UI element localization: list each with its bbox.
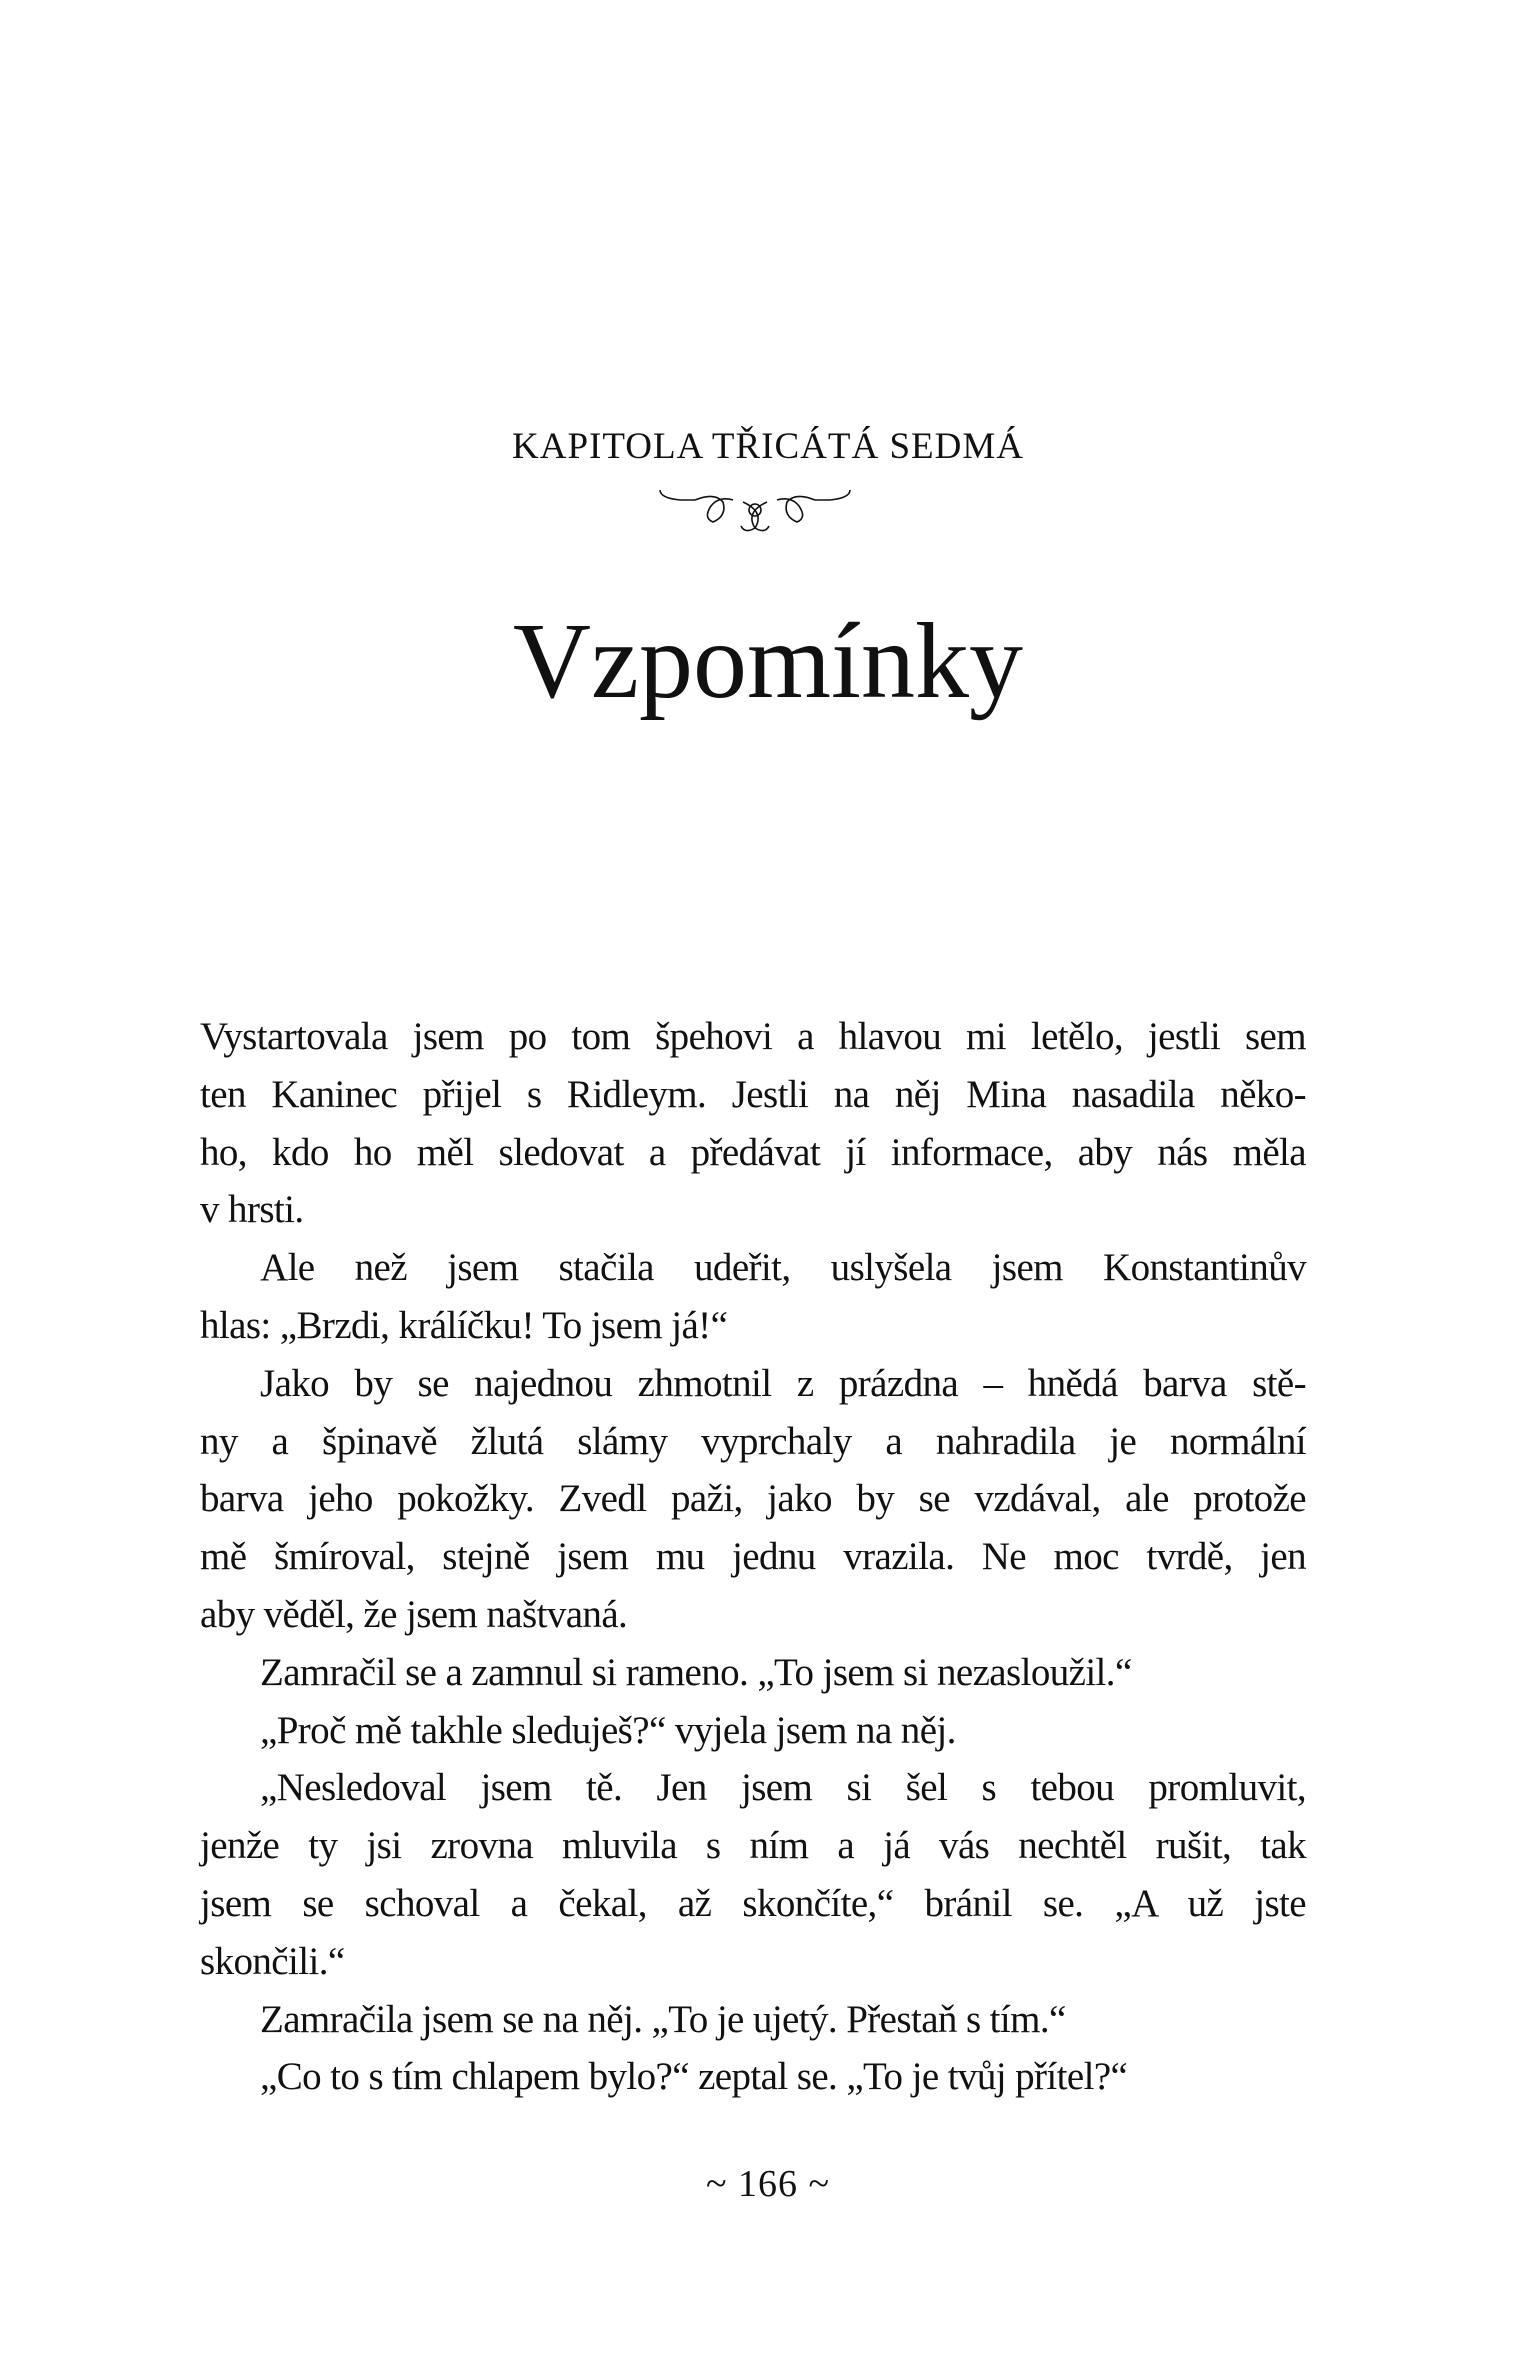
text-line: jenže ty jsi zrovna mluvila s ním a já vás nechtěl rušit, tak	[200, 1824, 1306, 1868]
text-line: jsem se schoval a čekal, až skončíte,“ bránil se. „A už jste	[200, 1881, 1306, 1925]
text-line: Ale než jsem stačila udeřit, uslyšela jsem Konstantinův	[260, 1246, 1306, 1290]
text-line: ten Kaninec přijel s Ridleym. Jestli na něj Mina nasadila něko-	[200, 1072, 1306, 1116]
chapter-label: KAPITOLA TŘICÁTÁ SEDMÁ	[512, 426, 1024, 467]
chapter-title: Vzpomínky	[513, 602, 1023, 721]
page-number: ~ 166 ~	[705, 2163, 831, 2205]
text-line: Zamračil se a zamnul si rameno. „To jsem si nezasloužil.“	[260, 1650, 1132, 1694]
text-line: mě šmíroval, stejně jsem mu jednu vrazila. Ne moc tvrdě, jen	[200, 1535, 1306, 1579]
text-line: Jako by se najednou zhmotnil z prázdna – hnědá barva stě-	[260, 1361, 1306, 1405]
text-line: Zamračila jsem se na něj. „To je ujetý. Přestaň s tím.“	[260, 1997, 1066, 2041]
text-line: „Proč mě takhle sleduješ?“ vyjela jsem na něj.	[260, 1708, 956, 1752]
text-line: barva jeho pokožky. Zvedl paži, jako by se vzdával, ale protože	[200, 1477, 1306, 1521]
text-line: ho, kdo ho měl sledovat a předávat jí informace, aby nás měla	[200, 1130, 1306, 1174]
text-line: aby věděl, že jsem naštvaná.	[200, 1592, 628, 1636]
text-line: v hrsti.	[200, 1188, 304, 1232]
ornament-flourish-icon	[655, 488, 855, 538]
text-line: „Co to s tím chlapem bylo?“ zeptal se. „To je tvůj přítel?“	[260, 2055, 1128, 2099]
text-line: ny a špinavě žlutá slámy vyprchaly a nahradila je normální	[200, 1419, 1306, 1463]
text-line: „Nesledoval jsem tě. Jen jsem si šel s tebou promluvit,	[260, 1766, 1306, 1810]
text-line: hlas: „Brzdi, králíčku! To jsem já!“	[200, 1303, 728, 1347]
text-line: Vystartovala jsem po tom špehovi a hlavou mi letělo, jestli sem	[200, 1015, 1306, 1058]
body-text	[200, 1008, 1306, 2106]
text-line: skončili.“	[200, 1939, 345, 1983]
